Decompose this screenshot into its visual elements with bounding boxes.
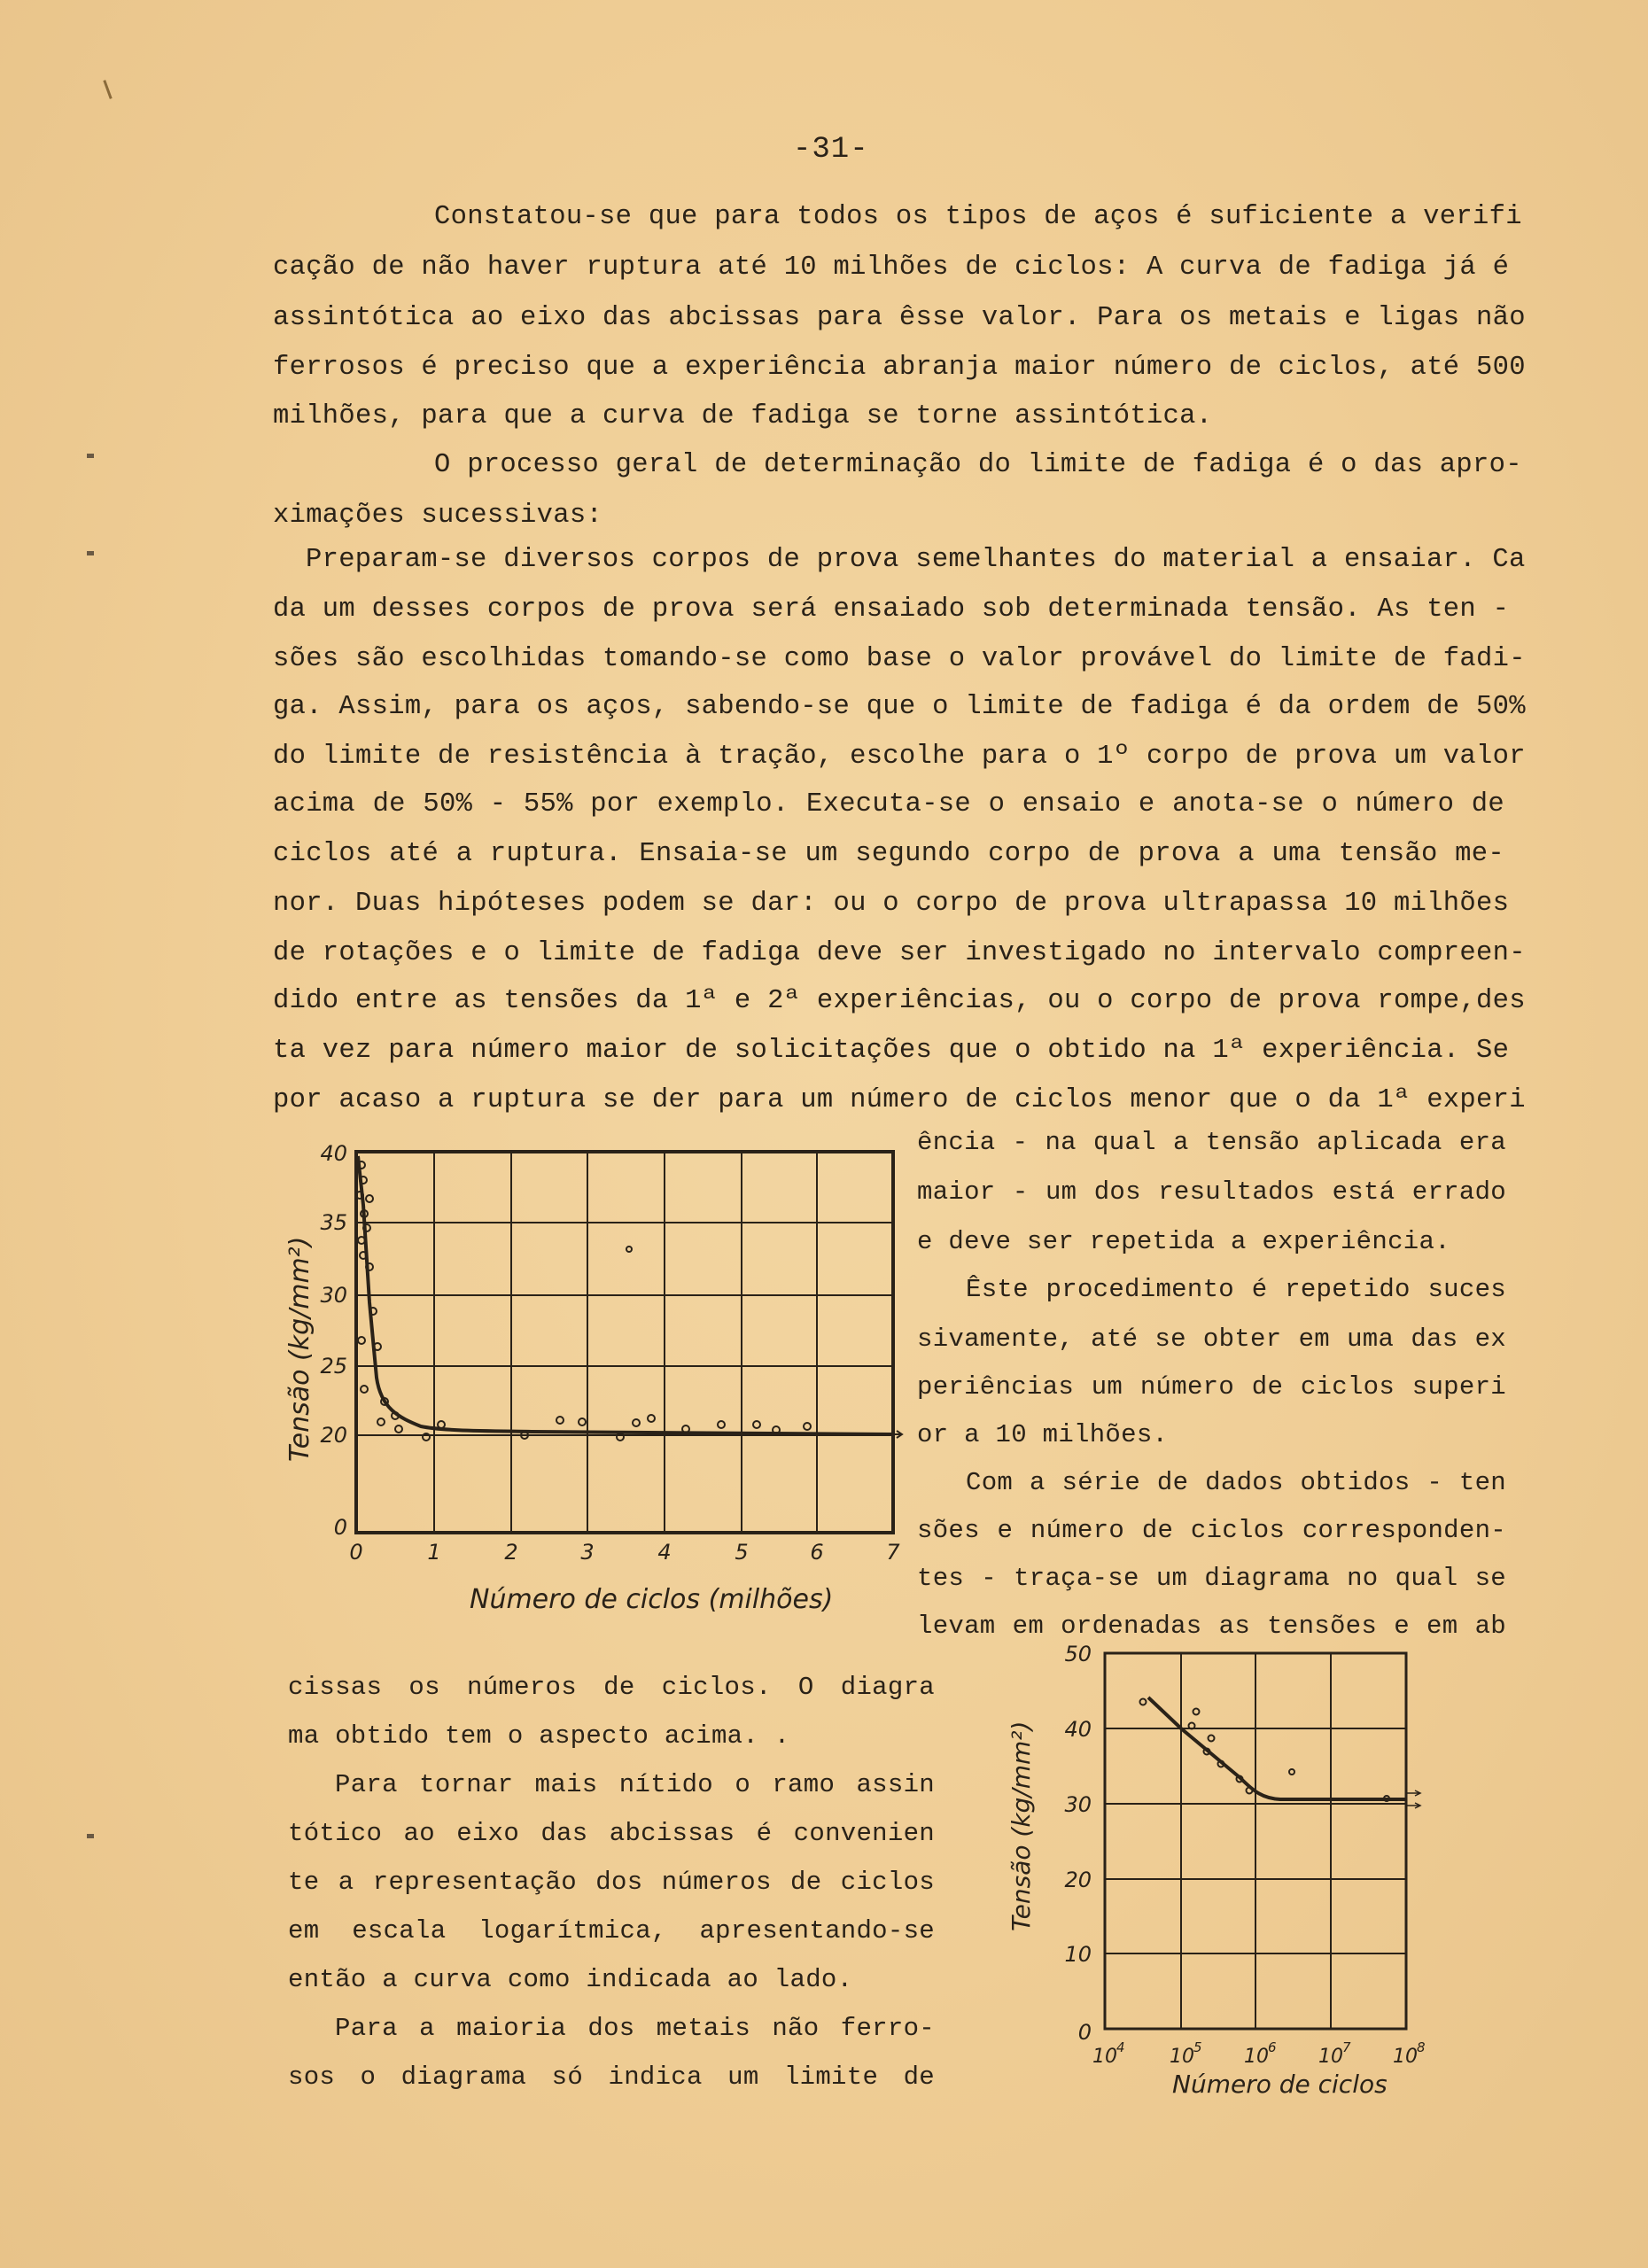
text-line: milhões, para que a curva de fadiga se torne assintótica. (273, 401, 1213, 431)
text-line: sivamente, até se obter em uma das ex (917, 1324, 1506, 1354)
x-tick: 0 (349, 1540, 363, 1565)
x-tick-exp: 6 (1268, 2039, 1277, 2055)
text-line: levam em ordenadas as tensões e em ab (917, 1612, 1506, 1641)
x-tick: 10 (1244, 2046, 1269, 2068)
y-tick: 0 (333, 1515, 347, 1540)
text-line: maior - um dos resultados está errado (917, 1177, 1506, 1207)
binding-mark (87, 454, 94, 458)
y-tick: 0 (1077, 2020, 1092, 2045)
text-line: dido entre as tensões da 1ª e 2ª experiências, ou o corpo de prova rompe,des (273, 986, 1526, 1016)
x-tick: 10 (1170, 2046, 1194, 2068)
text-line: Êste procedimento é repetido suces (966, 1275, 1506, 1304)
binding-mark (87, 1834, 94, 1838)
text-line: periências um número de ciclos superi (917, 1372, 1506, 1402)
y-tick: 40 (320, 1141, 347, 1166)
x-tick-exp: 7 (1342, 2039, 1351, 2055)
y-tick: 30 (320, 1283, 347, 1308)
x-tick-exp: 5 (1193, 2039, 1202, 2055)
x-axis-label: Número de ciclos (1172, 2070, 1388, 2099)
text-line: te a representação dos números de ciclos (288, 1868, 935, 1897)
fatigue-chart-linear (266, 1125, 921, 1621)
x-tick-exp: 4 (1116, 2039, 1125, 2055)
text-line: assintótica ao eixo das abcissas para êsse valor. Para os metais e ligas não (273, 303, 1526, 333)
y-axis-label: Tensão (kg/mm²) (1007, 1720, 1036, 1931)
y-tick: 20 (1064, 1868, 1092, 1892)
text-line: ga. Assim, para os aços, sabendo-se que o limite de fadiga é da ordem de 50% (273, 692, 1526, 722)
text-line: acima de 50% - 55% por exemplo. Executa-se o ensaio e anota-se o número de (273, 789, 1504, 819)
text-line: sos o diagrama só indica um limite de (288, 2062, 935, 2092)
text-line: O processo geral de determinação do limite de fadiga é o das apro- (434, 450, 1522, 480)
text-line: cissas os números de ciclos. O diagra (288, 1673, 935, 1702)
x-tick: 2 (504, 1540, 518, 1565)
x-tick: 10 (1092, 2046, 1117, 2068)
binding-mark (103, 80, 112, 99)
x-tick: 6 (810, 1540, 824, 1565)
x-tick: 5 (735, 1540, 749, 1565)
text-line: cação de não haver ruptura até 10 milhões de ciclos: A curva de fadiga já é (273, 252, 1510, 283)
y-tick: 40 (1064, 1717, 1092, 1742)
y-tick: 25 (320, 1354, 347, 1379)
binding-mark (87, 551, 94, 555)
y-tick: 10 (1064, 1942, 1092, 1967)
text-line: sões e número de ciclos corresponden- (917, 1516, 1506, 1545)
text-line: Para tornar mais nítido o ramo assin (335, 1770, 935, 1799)
text-line: Preparam-se diversos corpos de prova semelhantes do material a ensaiar. Ca (306, 545, 1526, 575)
text-line: e deve ser repetida a experiência. (917, 1227, 1450, 1256)
text-line: ência - na qual a tensão aplicada era (917, 1128, 1506, 1157)
text-line: Constatou-se que para todos os tipos de aços é suficiente a verifi (434, 202, 1522, 232)
x-tick: 10 (1393, 2046, 1418, 2068)
y-tick: 30 (1064, 1792, 1092, 1817)
text-line: ma obtido tem o aspecto acima. . (288, 1721, 790, 1751)
text-line: ta vez para número maior de solicitações que o obtido na 1ª experiência. Se (273, 1036, 1510, 1066)
x-tick: 1 (427, 1540, 441, 1565)
y-tick: 20 (320, 1423, 347, 1448)
x-tick: 7 (886, 1540, 900, 1565)
y-tick: 35 (320, 1210, 347, 1235)
text-line: da um desses corpos de prova será ensaiado sob determinada tensão. As ten - (273, 594, 1510, 625)
text-line: em escala logarítmica, apresentando-se (288, 1916, 935, 1946)
text-line: sões são escolhidas tomando-se como base o valor provável do limite de fadi- (273, 644, 1526, 674)
fatigue-chart-log (992, 1639, 1489, 2109)
text-line: do limite de resistência à tração, escolhe para o 1º corpo de prova um valor (273, 742, 1526, 772)
text-line: or a 10 milhões. (917, 1420, 1169, 1449)
y-axis-label: Tensão (kg/mm²) (284, 1236, 315, 1462)
x-axis-label: Número de ciclos (milhões) (470, 1584, 834, 1615)
text-line: nor. Duas hipóteses podem se dar: ou o corpo de prova ultrapassa 10 milhões (273, 889, 1510, 919)
x-tick: 3 (580, 1540, 595, 1565)
text-line: Para a maioria dos metais não ferro- (335, 2014, 935, 2043)
x-tick: 10 (1318, 2046, 1343, 2068)
text-line: tótico ao eixo das abcissas é convenien (288, 1819, 935, 1848)
text-line: de rotações e o limite de fadiga deve ser investigado no intervalo compreen- (273, 938, 1526, 968)
page-number: -31- (793, 133, 869, 167)
text-line: ferrosos é preciso que a experiência abranja maior número de ciclos, até 500 (273, 353, 1526, 383)
x-tick-exp: 8 (1417, 2039, 1426, 2055)
fatigue-chart-log-svg (992, 1639, 1489, 2109)
text-line: Com a série de dados obtidos - ten (966, 1468, 1506, 1497)
x-tick: 4 (657, 1540, 672, 1565)
y-tick: 50 (1064, 1642, 1092, 1666)
text-line: por acaso a ruptura se der para um número de ciclos menor que o da 1ª experi (273, 1085, 1526, 1115)
text-line: tes - traça-se um diagrama no qual se (917, 1564, 1506, 1593)
text-line: ximações sucessivas: (273, 501, 603, 531)
text-line: ciclos até a ruptura. Ensaia-se um segundo corpo de prova a uma tensão me- (273, 839, 1504, 869)
text-line: então a curva como indicada ao lado. (288, 1965, 853, 1994)
fatigue-chart-linear-svg (266, 1125, 921, 1621)
